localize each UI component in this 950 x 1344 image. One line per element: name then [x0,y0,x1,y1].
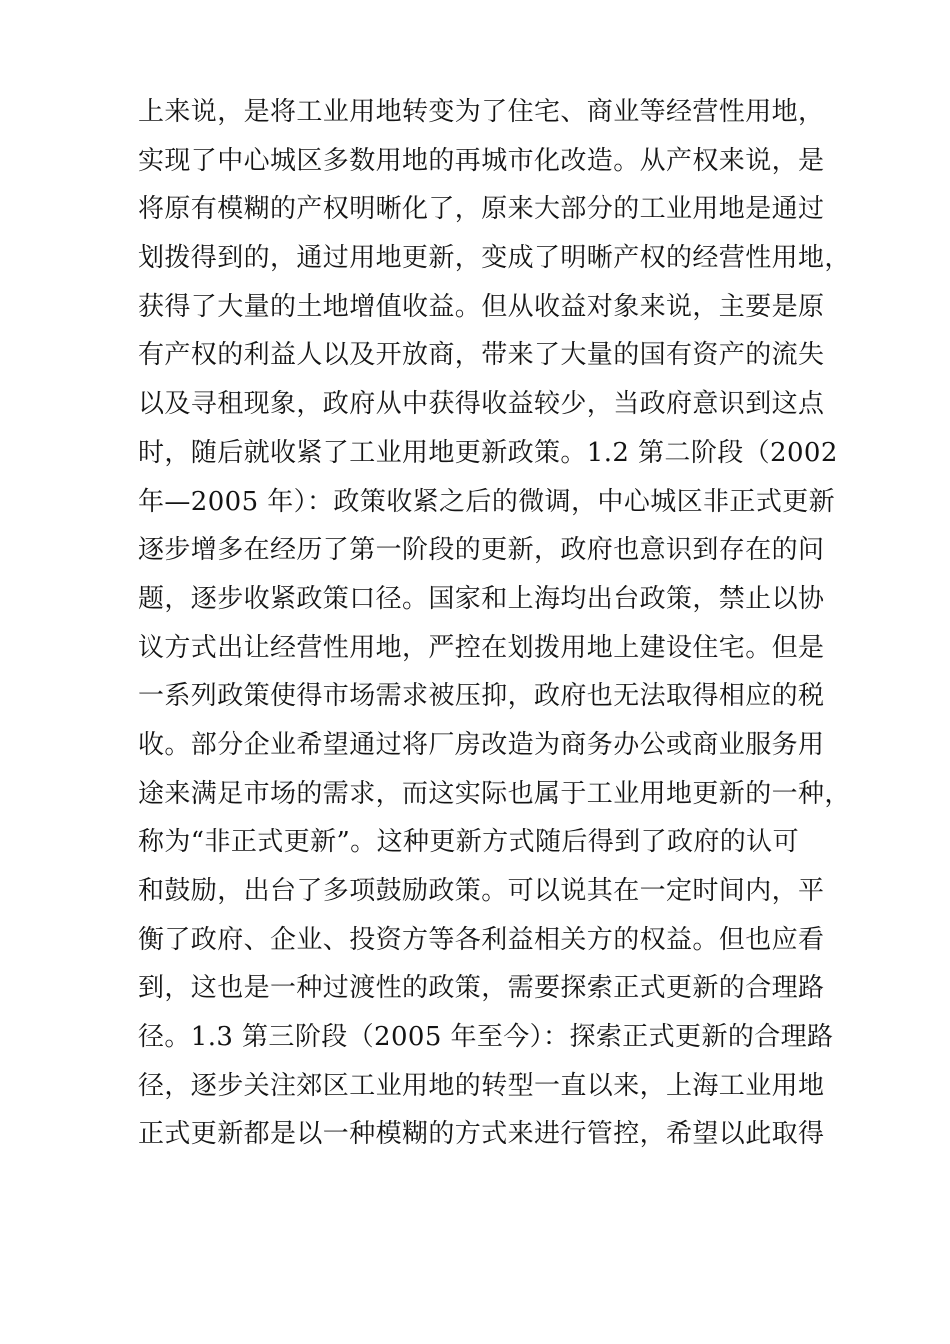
text-line: 收。部分企业希望通过将厂房改造为商务办公或商业服务用 [138,729,825,760]
text-line: 途来满足市场的需求，而这实际也属于工业用地更新的一种， [138,778,851,809]
text-line: 和鼓励，出台了多项鼓励政策。可以说其在一定时间内，平 [138,876,825,906]
text-line: 将原有模糊的产权明晰化了，原来大部分的工业用地是通过 [138,194,825,225]
text-line: 径。1.3 第三阶段（2005 年至今）：探索正式更新的合理路 [138,1022,834,1053]
text-line: 衡了政府、企业、投资方等各利益相关方的权益。但也应看 [138,924,825,955]
text-line: 年—2005 年）：政策收紧之后的微调，中心城区非正式更新 [138,486,836,517]
body-text [138,88,851,1159]
text-line: 径，逐步关注郊区工业用地的转型一直以来，上海工业用地 [138,1070,825,1101]
text-line: 逐步增多在经历了第一阶段的更新，政府也意识到存在的问 [138,535,825,566]
text-line: 上来说，是将工业用地转变为了住宅、商业等经营性用地， [138,97,825,127]
text-line: 题，逐步收紧政策口径。国家和上海均出台政策，禁止以协 [138,583,825,614]
text-line: 议方式出让经营性用地，严控在划拨用地上建设住宅。但是 [138,632,825,663]
text-line: 以及寻租现象，政府从中获得收益较少，当政府意识到这点 [138,389,825,420]
text-line: 获得了大量的土地增值收益。但从收益对象来说，主要是原 [138,291,825,322]
text-line: 称为“非正式更新”。这种更新方式随后得到了政府的认可 [138,827,799,858]
text-line: 划拨得到的，通过用地更新，变成了明晰产权的经营性用地， [138,243,851,274]
text-line: 时，随后就收紧了工业用地更新政策。1.2 第二阶段（2002 [138,437,838,468]
text-line: 一系列政策使得市场需求被压抑，政府也无法取得相应的税 [138,681,825,712]
text-line: 到，这也是一种过渡性的政策，需要探索正式更新的合理路 [138,973,825,1004]
text-line: 实现了中心城区多数用地的再城市化改造。从产权来说，是 [138,145,825,176]
text-line: 正式更新都是以一种模糊的方式来进行管控，希望以此取得 [138,1119,825,1150]
text-line: 有产权的利益人以及开放商，带来了大量的国有资产的流失 [138,340,825,371]
